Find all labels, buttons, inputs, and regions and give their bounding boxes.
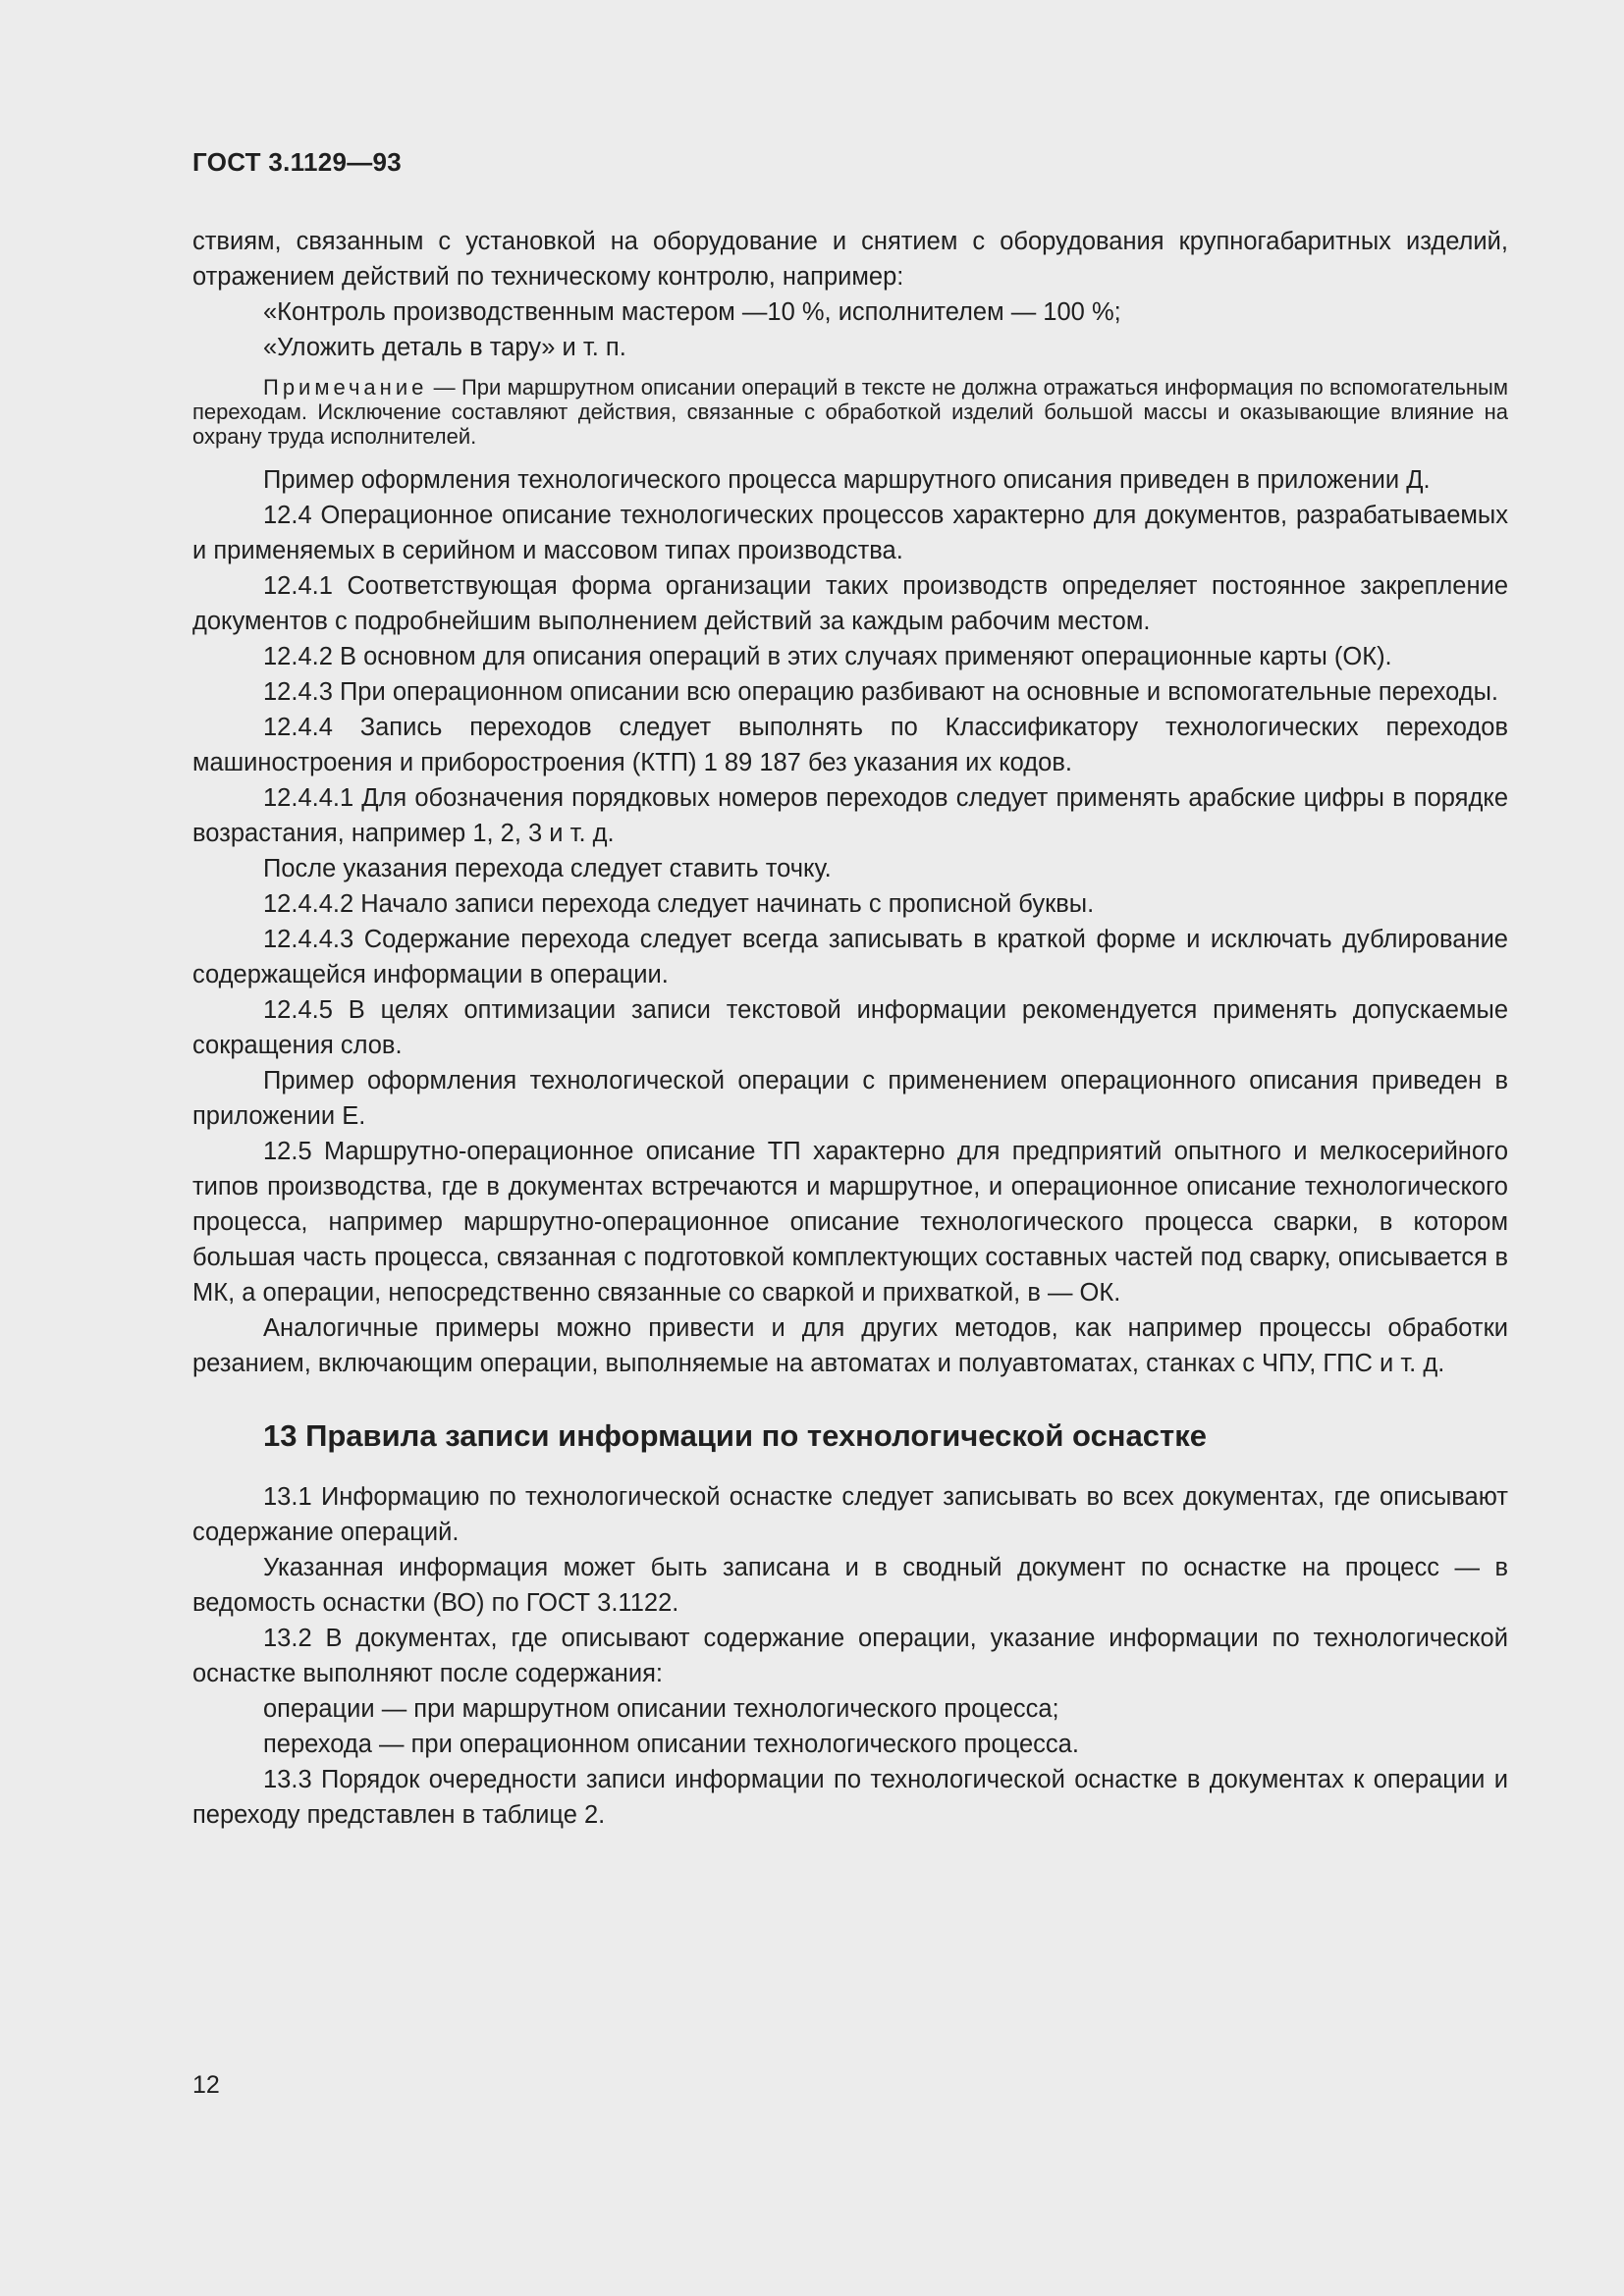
note-label: Примечание: [263, 375, 428, 400]
note-paragraph: [192, 375, 1508, 449]
paragraph: ствиям, связанным с установкой на оборудование и снятием с оборудования крупногабаритных изделий, отражением действий по техническому контролю, например:: [192, 228, 1508, 291]
paragraph: 12.4.4 Запись переходов следует выполнять по Классификатору технологических переходов машиностроения и приборостроения (КТП) 1 89 187 без указания их кодов.: [192, 714, 1508, 776]
paragraph: перехода — при операционном описании технологического процесса.: [263, 1731, 1079, 1758]
paragraph: Пример оформления технологического процесса маршрутного описания приведен в приложении Д.: [263, 466, 1431, 494]
paragraph: 12.4 Операционное описание технологических процессов характерно для документов, разрабатываемых и применяемых в серийном и массовом типах производства.: [192, 502, 1508, 564]
section-heading: 13 Правила записи информации по технологической оснастке: [263, 1418, 1207, 1453]
note-text: — При маршрутном описании операций в тексте не должна отражаться информация по вспомогательным переходам. Исключение составляют действия, связанные с обработкой изделий большой массы и оказывающие влияние на охрану труда исполнителей.: [192, 375, 1508, 449]
paragraph: 12.4.5 В целях оптимизации записи текстовой информации рекомендуется применять допускаемые сокращения слов.: [192, 996, 1508, 1059]
paragraph: Аналогичные примеры можно привести и для других методов, как например процессы обработки резанием, включающим операции, выполняемые на автоматах и полуавтоматах, станках с ЧПУ, ГПС и т. д.: [192, 1314, 1508, 1377]
document-body: [192, 224, 1508, 1833]
paragraph: 12.4.4.2 Начало записи перехода следует начинать с прописной буквы.: [263, 890, 1095, 918]
paragraph: 13.1 Информацию по технологической оснастке следует записывать во всех документах, где описывают содержание операций.: [192, 1483, 1508, 1546]
paragraph: После указания перехода следует ставить точку.: [263, 855, 832, 882]
paragraph: Пример оформления технологической операции с применением операционного описания приведен в приложении Е.: [192, 1067, 1508, 1130]
paragraph: «Контроль производственным мастером —10 %, исполнителем — 100 %;: [263, 298, 1121, 326]
paragraph: «Уложить деталь в тару» и т. п.: [263, 334, 626, 361]
document-code-header: ГОСТ 3.1129—93: [192, 147, 403, 177]
paragraph: 13.3 Порядок очередности записи информации по технологической оснастке в документах к операции и переходу представлен в таблице 2.: [192, 1766, 1508, 1829]
paragraph: Указанная информация может быть записана и в сводный документ по оснастке на процесс — в ведомость оснастки (ВО) по ГОСТ 3.1122.: [192, 1554, 1508, 1617]
paragraph: 13.2 В документах, где описывают содержание операции, указание информации по технологической оснастке выполняют после содержания:: [192, 1625, 1508, 1687]
paragraph: операции — при маршрутном описании технологического процесса;: [263, 1695, 1059, 1723]
paragraph: 12.4.1 Соответствующая форма организации таких производств определяет постоянное закрепление документов с подробнейшим выполнением действий за каждым рабочим местом.: [192, 572, 1508, 635]
paragraph: 12.4.4.1 Для обозначения порядковых номеров переходов следует применять арабские цифры в порядке возрастания, например 1, 2, 3 и т. д.: [192, 784, 1508, 847]
paragraph: 12.4.4.3 Содержание перехода следует всегда записывать в краткой форме и исключать дублирование содержащейся информации в операции.: [192, 926, 1508, 988]
paragraph: 12.5 Маршрутно-операционное описание ТП характерно для предприятий опытного и мелкосерийного типов производства, где в документах встречаются и маршрутное, и операционное описание технологического процесса, например маршрутно-операционное описание технологического процесса сварки, в котором большая часть процесса, связанная с подготовкой комплектующих составных частей под сварку, описывается в МК, а операции, непосредственно связанные со сваркой и прихваткой, в — ОК.: [192, 1138, 1508, 1307]
page-number: 12: [192, 2071, 220, 2099]
paragraph: 12.4.2 В основном для описания операций в этих случаях применяют операционные карты (ОК).: [263, 643, 1392, 670]
paragraph: 12.4.3 При операционном описании всю операцию разбивают на основные и вспомогательные переходы.: [263, 678, 1499, 706]
